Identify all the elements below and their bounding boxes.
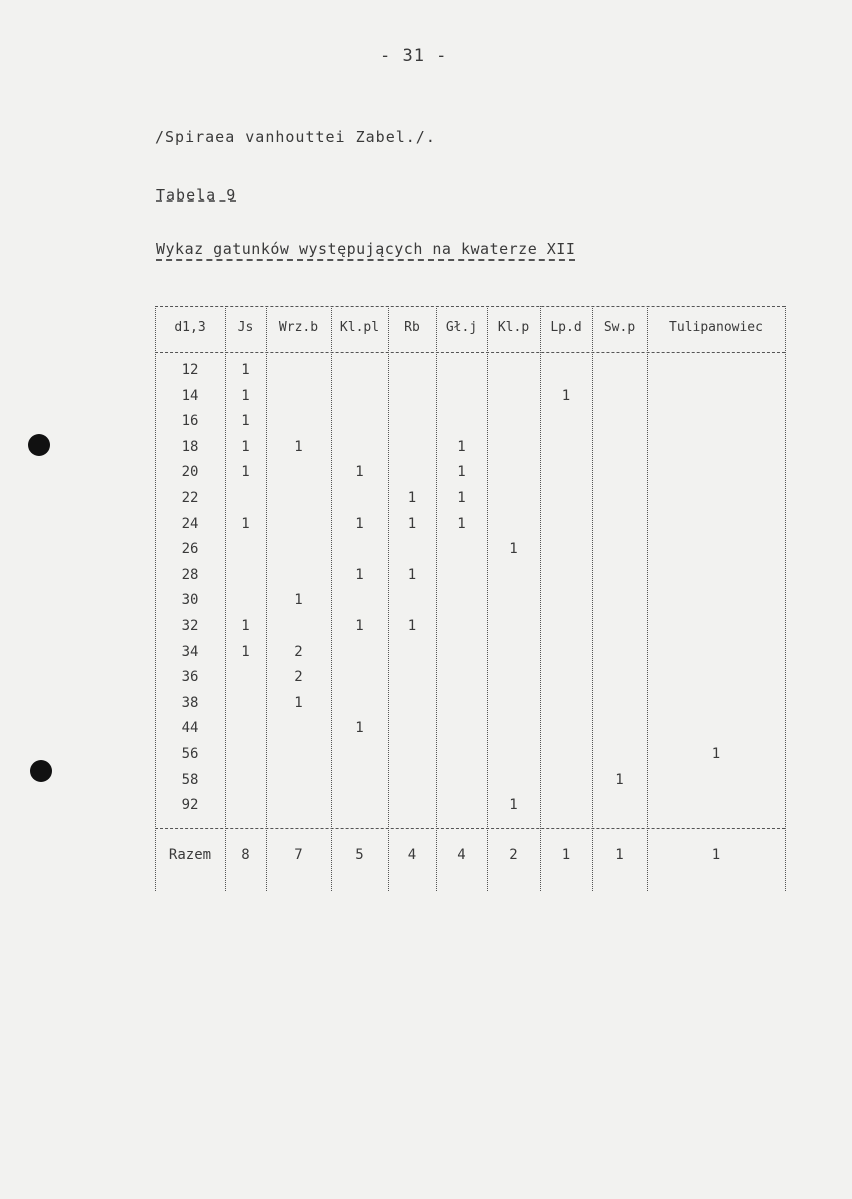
column-separator: [155, 306, 156, 891]
table-cell: 1: [355, 515, 364, 532]
column-header: Gł.j: [445, 320, 478, 335]
row-diameter: 28: [181, 566, 199, 583]
column-separator: [331, 306, 332, 891]
total-cell: 1: [615, 847, 624, 863]
column-separator: [785, 306, 786, 891]
row-diameter: 26: [181, 541, 199, 558]
table-cell: 1: [294, 694, 303, 711]
row-diameter: 44: [181, 720, 199, 737]
row-diameter: 20: [181, 464, 199, 481]
row-diameter: 56: [181, 746, 199, 762]
row-diameter: 24: [181, 515, 199, 532]
table-cell: 1: [241, 387, 250, 404]
table-cell: 1: [457, 438, 466, 455]
punch-hole-bottom: [30, 760, 52, 782]
column-header: Kl.pl: [339, 320, 380, 335]
table-cell: 2: [294, 669, 303, 686]
total-cell: 7: [294, 847, 303, 863]
column-header: Rb: [404, 320, 420, 335]
total-cell: 4: [407, 847, 417, 863]
table-cell: 1: [355, 618, 364, 634]
row-diameter: 58: [181, 771, 199, 788]
column-header: Tulipanowiec: [669, 320, 763, 335]
table-cell: 1: [241, 438, 250, 455]
table-cell: 1: [509, 541, 518, 558]
table-cell: 1: [457, 464, 466, 481]
row-diameter: 32: [181, 618, 199, 634]
row-diameter: 14: [181, 387, 199, 404]
table-cell: 1: [615, 771, 624, 788]
column-header: Kl.p: [497, 320, 530, 335]
total-cell: 1: [711, 847, 721, 863]
row-separator: [155, 828, 785, 829]
column-header: Wrz.b: [278, 320, 319, 335]
table-label: Tabela 9: [156, 186, 237, 204]
table-cell: 1: [561, 387, 571, 404]
column-header: Sw.p: [603, 320, 636, 335]
row-diameter: 22: [181, 490, 199, 506]
table-cell: 1: [711, 746, 721, 762]
table-cell: 1: [355, 566, 364, 583]
table-cell: 1: [241, 618, 250, 634]
table-cell: 1: [294, 592, 303, 609]
row-diameter: 34: [181, 643, 199, 660]
total-label: Razem: [168, 847, 212, 863]
table-cell: 1: [407, 515, 417, 532]
punch-hole-top: [28, 434, 50, 456]
row-separator: [155, 306, 785, 307]
table-cell: 1: [407, 490, 417, 506]
column-separator: [436, 306, 437, 891]
total-cell: 2: [509, 847, 518, 863]
table-cell: 1: [407, 618, 417, 634]
column-separator: [647, 306, 648, 891]
row-diameter: 12: [181, 362, 199, 378]
row-diameter: 16: [181, 413, 199, 430]
column-header: Lp.d: [550, 320, 582, 335]
species-title: /Spiraea vanhouttei Zabel./.: [155, 128, 436, 146]
table-cell: 1: [241, 413, 250, 430]
table-cell: 1: [294, 438, 303, 455]
table-cell: 1: [241, 515, 250, 532]
row-diameter: 36: [181, 669, 199, 686]
column-separator: [266, 306, 267, 891]
row-diameter: 18: [181, 438, 199, 455]
table-cell: 1: [241, 643, 250, 660]
column-separator: [487, 306, 488, 891]
total-cell: 8: [241, 847, 250, 863]
table-cell: 1: [457, 490, 466, 506]
column-separator: [388, 306, 389, 891]
row-separator: [155, 352, 785, 353]
table-cell: 2: [294, 643, 303, 660]
column-separator: [592, 306, 593, 891]
row-diameter: 38: [181, 694, 199, 711]
column-separator: [540, 306, 541, 891]
species-table: [155, 306, 785, 891]
table-cell: 1: [407, 566, 417, 583]
row-diameter: 30: [181, 592, 199, 609]
column-separator: [225, 306, 226, 891]
table-cell: 1: [241, 464, 250, 481]
table-cell: 1: [457, 515, 466, 532]
row-diameter: 92: [181, 797, 199, 814]
total-cell: 4: [457, 847, 466, 863]
column-header: d1,3: [174, 320, 206, 335]
table-cell: 1: [241, 362, 250, 378]
table-caption: Wykaz gatunków występujących na kwaterze XII: [156, 240, 575, 261]
table-cell: 1: [509, 797, 518, 814]
page-number: - 31 -: [380, 46, 448, 66]
total-cell: 1: [561, 847, 571, 863]
table-cell: 1: [355, 464, 364, 481]
column-header: Js: [237, 320, 254, 335]
table-cell: 1: [355, 720, 364, 737]
total-cell: 5: [355, 847, 364, 863]
